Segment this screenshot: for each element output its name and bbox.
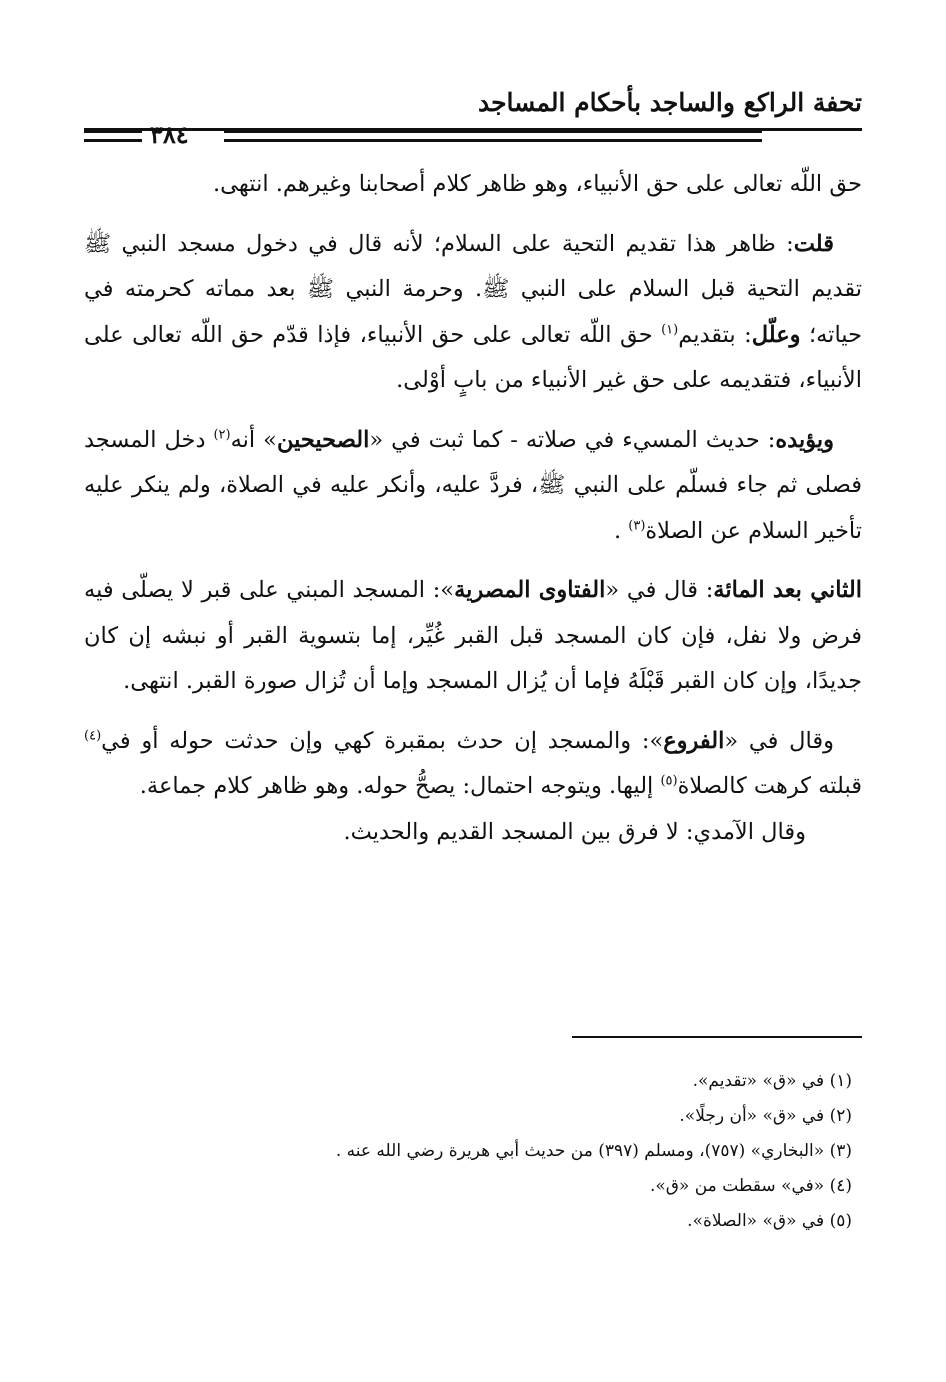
paragraph-3: ويؤيده: حديث المسيء في صلاته - كما ثبت في «الصحيحين» أنه$^{(٢)}$ دخل المسجد فصلى ثم جاء فسلّم على النبي ﷺ، فردَّ عليه، وأنكر عليه في الصلاة، ولم ينكر عليه تأخير السلام عن الصلاة$^{(٣)}$ . bbox=[84, 426, 862, 544]
footnote-1: (١) في «ق» «تقديم». bbox=[692, 1071, 852, 1091]
page-number-ornament bbox=[84, 130, 142, 142]
paragraph-6: وقال الآمدي: لا فرق بين المسجد القديم والحديث. bbox=[343, 818, 806, 845]
footnote-4: (٤) «في» سقطت من «ق». bbox=[649, 1176, 852, 1196]
book-title: تحفة الراكع والساجد بأحكام المساجد bbox=[477, 88, 862, 117]
paragraph-5: وقال في «الفروع»: والمسجد إن حدث بمقبرة كهي وإن حدثت حوله أو في$^{(٤)}$ قبلته كرهت كالصلاة$^{(٥)}$ إليها. ويتوجه احتمال: يصحُّ حوله. وهو ظاهر كلام جماعة. bbox=[84, 727, 862, 799]
page-number-row bbox=[84, 120, 862, 150]
footnote-5: (٥) في «ق» «الصلاة». bbox=[687, 1211, 852, 1231]
page-number: ٣٨٤ bbox=[150, 120, 189, 149]
footnote-3: (٣) «البخاري» (٧٥٧)، ومسلم (٣٩٧) من حديث أبي هريرة رضي الله عنه . bbox=[335, 1141, 852, 1161]
footnote-ref-4: (٤) bbox=[84, 728, 102, 743]
footnote-separator bbox=[572, 1036, 862, 1038]
paragraph-4: الثاني بعد المائة: قال في «الفتاوى المصرية»: المسجد المبني على قبر لا يصلّى فيه فرض ولا نفل، فإن كان المسجد قبل القبر غُيِّر، إما بتسوية القبر أو نبشه إن كان جديدًا، وإن كان القبر قَبْلَهُ فإما أن يُزال المسجد وإما أن تُزال صورة القبر. انتهى. bbox=[84, 577, 862, 694]
main-text bbox=[84, 162, 862, 855]
lead-word: الثاني بعد المائة bbox=[713, 577, 862, 603]
footnote-2: (٢) في «ق» «أن رجلًا». bbox=[679, 1106, 852, 1126]
footnote-ref-5: (٥) bbox=[660, 773, 678, 789]
footnote-ref-1: (١) bbox=[661, 322, 679, 337]
page-number-rule bbox=[224, 130, 762, 142]
footnote-ref-3: (٣) bbox=[628, 518, 646, 533]
footnote-ref-2: (٢) bbox=[213, 427, 231, 442]
paragraph-2: قلت: ظاهر هذا تقديم التحية على السلام؛ لأنه قال في دخول مسجد النبي ﷺ تقديم التحية قبل السلام على النبي ﷺ. وحرمة النبي ﷺ بعد مماته كحرمته في حياته؛ وعلّل: بتقديم$^{(١)}$ حق اللّه تعالى على حق الأنبياء، فإذا قدّم حق اللّه تعالى على الأنبياء، فتقديمه على حق غير الأنبياء من بابٍ أوْلى. bbox=[84, 230, 862, 393]
paragraph-1: حق اللّه تعالى على حق الأنبياء، وهو ظاهر كلام أصحابنا وغيرهم. انتهى. bbox=[213, 171, 862, 197]
lead-word: ويؤيده bbox=[775, 426, 834, 453]
running-header bbox=[84, 88, 862, 128]
lead-word: قلت bbox=[793, 230, 834, 257]
footnotes bbox=[84, 1064, 852, 1239]
